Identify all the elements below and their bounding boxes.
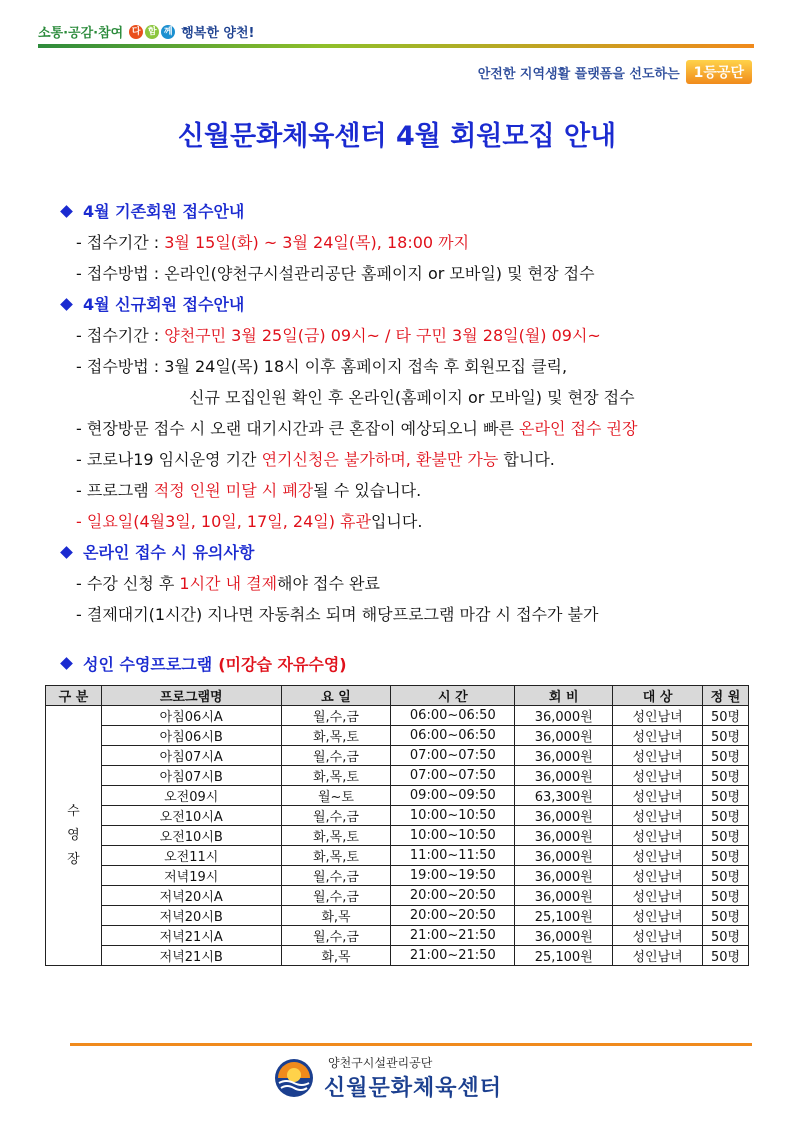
days-cell: 월,수,금 (281, 806, 391, 826)
program-name-cell: 저녁19시 (101, 866, 281, 886)
fee-cell: 36,000원 (515, 806, 613, 826)
header-tagline (478, 60, 752, 84)
capacity-cell: 50명 (703, 766, 749, 786)
table-row (46, 726, 749, 746)
category-char: 수 (67, 803, 80, 819)
section-heading-text: 4월 신규회원 접수안내 (83, 295, 245, 314)
target-cell: 성인남녀 (613, 706, 703, 726)
table-row (46, 866, 749, 886)
time-cell: 21:00~21:50 (391, 926, 515, 946)
target-cell: 성인남녀 (613, 826, 703, 846)
table-row (46, 746, 749, 766)
time-cell: 10:00~10:50 (391, 826, 515, 846)
section-heading-online (58, 537, 758, 568)
program-name-cell: 저녁21시A (101, 926, 281, 946)
fee-cell: 36,000원 (515, 726, 613, 746)
capacity-cell: 50명 (703, 846, 749, 866)
fee-cell: 36,000원 (515, 706, 613, 726)
diamond-bullet-icon (60, 205, 73, 218)
program-name-cell: 오전11시 (101, 846, 281, 866)
section-heading-text: 온라인 접수 시 유의사항 (83, 543, 255, 562)
target-cell: 성인남녀 (613, 786, 703, 806)
program-name-cell: 저녁20시B (101, 906, 281, 926)
fee-cell: 36,000원 (515, 746, 613, 766)
new-note-onsite (58, 413, 758, 444)
time-cell: 19:00~19:50 (391, 866, 515, 886)
time-cell: 06:00~06:50 (391, 706, 515, 726)
section-heading-existing (58, 196, 758, 227)
capacity-cell: 50명 (703, 786, 749, 806)
online-payment (58, 568, 758, 599)
notice-content (58, 196, 758, 630)
days-cell: 월,수,금 (281, 746, 391, 766)
slogan-right: 행복한 양천! (181, 26, 255, 41)
program-name-cell: 오전10시A (101, 806, 281, 826)
section-heading-text: 4월 기존회원 접수안내 (83, 202, 245, 221)
target-cell: 성인남녀 (613, 746, 703, 766)
table-header-row (46, 686, 749, 706)
corporation-logo-icon (274, 1058, 314, 1098)
new-period (58, 320, 758, 351)
note-text: - 수강 신청 후 (76, 574, 180, 593)
header-target: 대 상 (613, 686, 703, 706)
note-emphasis: 온라인 접수 권장 (519, 419, 638, 438)
table-row (46, 706, 749, 726)
footer-center-name: 신월문화체육센터 (324, 1076, 503, 1101)
header-program: 프로그램명 (101, 686, 281, 706)
capacity-cell: 50명 (703, 866, 749, 886)
category-char: 장 (67, 851, 80, 867)
period-value: 양천구민 3월 25일(금) 09시~ / 타 구민 3월 28일(월) 09시~ (164, 326, 601, 345)
target-cell: 성인남녀 (613, 726, 703, 746)
note-text: - 코로나19 임시운영 기간 (76, 450, 262, 469)
period-value: 3월 15일(화) ~ 3월 24일(목), 18:00 까지 (164, 233, 470, 252)
online-cancel: - 결제대기(1시간) 지나면 자동취소 되며 해당프로그램 마감 시 접수가 불가 (76, 605, 599, 624)
target-cell: 성인남녀 (613, 846, 703, 866)
note-dash: - (76, 512, 87, 531)
program-name-cell: 아침07시A (101, 746, 281, 766)
fee-cell: 36,000원 (515, 866, 613, 886)
table-row (46, 806, 749, 826)
header-capacity: 정 원 (703, 686, 749, 706)
fee-cell: 25,100원 (515, 946, 613, 966)
new-method-line1: - 접수방법 : 3월 24일(목) 18시 이후 홈페이지 접속 후 회원모집 클릭, (76, 357, 568, 376)
tagline-text: 안전한 지역생활 플랫폼을 선도하는 (477, 66, 680, 82)
note-text: 될 수 있습니다. (313, 481, 422, 500)
slogan-logo-mark (129, 25, 175, 39)
footer-org: 양천구시설관리공단 (328, 1056, 433, 1070)
capacity-cell: 50명 (703, 826, 749, 846)
new-note-cancel (58, 475, 758, 506)
days-cell: 월,수,금 (281, 886, 391, 906)
days-cell: 화,목,토 (281, 846, 391, 866)
target-cell: 성인남녀 (613, 806, 703, 826)
time-cell: 20:00~20:50 (391, 906, 515, 926)
table-row (46, 946, 749, 966)
days-cell: 월,수,금 (281, 926, 391, 946)
diamond-bullet-icon (60, 657, 73, 670)
capacity-cell: 50명 (703, 906, 749, 926)
note-text: - 프로그램 (76, 481, 154, 500)
time-cell: 21:00~21:50 (391, 946, 515, 966)
capacity-cell: 50명 (703, 946, 749, 966)
period-label: - 접수기간 : (76, 326, 165, 345)
capacity-cell: 50명 (703, 726, 749, 746)
period-label: - 접수기간 : (76, 233, 165, 252)
note-text: 합니다. (498, 450, 555, 469)
program-name-cell: 오전09시 (101, 786, 281, 806)
new-note-covid (58, 444, 758, 475)
note-emphasis: 일요일(4월3일, 10일, 17일, 24일) 휴관 (86, 512, 371, 531)
fee-cell: 36,000원 (515, 886, 613, 906)
page-title: 신월문화체육센터 4월 회원모집 안내 (177, 121, 617, 152)
time-cell: 09:00~09:50 (391, 786, 515, 806)
table-row (46, 906, 749, 926)
program-name-cell: 아침07시B (101, 766, 281, 786)
program-name-cell: 저녁21시B (101, 946, 281, 966)
program-name-cell: 오전10시B (101, 826, 281, 846)
header-fee: 회 비 (515, 686, 613, 706)
fee-cell: 36,000원 (515, 926, 613, 946)
fee-cell: 63,300원 (515, 786, 613, 806)
time-cell: 07:00~07:50 (391, 746, 515, 766)
slogan-mark-1: 다 (129, 25, 143, 39)
slogan-left: 소통·공감·참여 (38, 26, 124, 41)
header-days: 요 일 (281, 686, 391, 706)
header-category: 구 분 (46, 686, 102, 706)
header-divider (38, 44, 754, 48)
days-cell: 월,수,금 (281, 706, 391, 726)
swim-heading-note: (미강습 자유수영) (218, 655, 347, 674)
capacity-cell: 50명 (703, 746, 749, 766)
target-cell: 성인남녀 (613, 766, 703, 786)
capacity-cell: 50명 (703, 806, 749, 826)
table-row (46, 766, 749, 786)
days-cell: 화,목,토 (281, 726, 391, 746)
target-cell: 성인남녀 (613, 886, 703, 906)
time-cell: 06:00~06:50 (391, 726, 515, 746)
target-cell: 성인남녀 (613, 866, 703, 886)
header-slogan (38, 22, 254, 41)
table-row (46, 786, 749, 806)
table-row (46, 886, 749, 906)
days-cell: 화,목 (281, 946, 391, 966)
slogan-mark-2: 함 (145, 25, 159, 39)
capacity-cell: 50명 (703, 886, 749, 906)
diamond-bullet-icon (60, 298, 73, 311)
table-row (46, 826, 749, 846)
target-cell: 성인남녀 (613, 926, 703, 946)
time-cell: 07:00~07:50 (391, 766, 515, 786)
footer-texts (324, 1054, 502, 1102)
program-name-cell: 아침06시A (101, 706, 281, 726)
days-cell: 화,목,토 (281, 826, 391, 846)
fee-cell: 36,000원 (515, 846, 613, 866)
note-text: 입니다. (370, 512, 423, 531)
program-name-cell: 저녁20시A (101, 886, 281, 906)
table-row (46, 926, 749, 946)
program-name-cell: 아침06시B (101, 726, 281, 746)
note-text: 해야 접수 완료 (277, 574, 380, 593)
header-time: 시 간 (391, 686, 515, 706)
tagline-badge: 1등공단 (686, 60, 752, 84)
fee-cell: 36,000원 (515, 766, 613, 786)
capacity-cell: 50명 (703, 706, 749, 726)
days-cell: 월~토 (281, 786, 391, 806)
category-char: 영 (67, 827, 80, 843)
target-cell: 성인남녀 (613, 906, 703, 926)
diamond-bullet-icon (60, 546, 73, 559)
swim-heading-text: 성인 수영프로그램 (83, 655, 213, 674)
days-cell: 월,수,금 (281, 866, 391, 886)
new-method-line2: 신규 모집인원 확인 후 온라인(홈페이지 or 모바일) 및 현장 접수 (189, 388, 635, 407)
note-emphasis: 적정 인원 미달 시 폐강 (153, 481, 314, 500)
existing-method: - 접수방법 : 온라인(양천구시설관리공단 홈페이지 or 모바일) 및 현장 접수 (76, 264, 595, 283)
footer (274, 1054, 502, 1102)
existing-period (58, 227, 758, 258)
note-text: - 현장방문 접수 시 오랜 대기시간과 큰 혼잡이 예상되오니 빠른 (76, 419, 520, 438)
table-body (46, 706, 749, 966)
time-cell: 10:00~10:50 (391, 806, 515, 826)
note-emphasis: 연기신청은 불가하며, 환불만 가능 (261, 450, 499, 469)
note-emphasis: 1시간 내 결제 (179, 574, 278, 593)
slogan-mark-3: 께 (161, 25, 175, 39)
fee-cell: 25,100원 (515, 906, 613, 926)
category-cell (46, 706, 102, 966)
target-cell: 성인남녀 (613, 946, 703, 966)
time-cell: 11:00~11:50 (391, 846, 515, 866)
days-cell: 화,목,토 (281, 766, 391, 786)
swim-section-heading (58, 652, 347, 675)
table-row (46, 846, 749, 866)
footer-divider (70, 1043, 752, 1046)
section-heading-new (58, 289, 758, 320)
days-cell: 화,목 (281, 906, 391, 926)
capacity-cell: 50명 (703, 926, 749, 946)
new-note-closed (58, 506, 758, 537)
time-cell: 20:00~20:50 (391, 886, 515, 906)
program-table (45, 685, 749, 966)
fee-cell: 36,000원 (515, 826, 613, 846)
